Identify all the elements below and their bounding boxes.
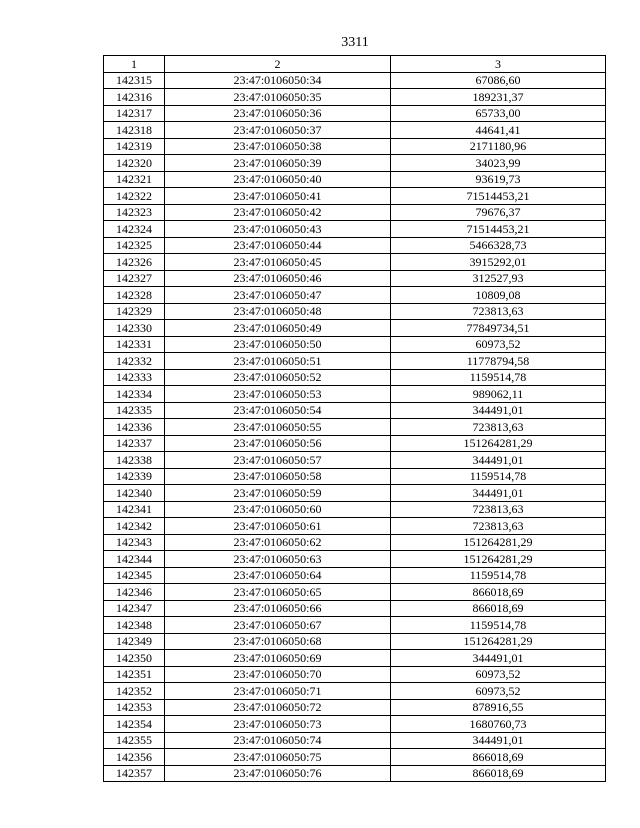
row-number-cell: 142328 (104, 287, 165, 304)
table-row (104, 501, 606, 518)
cadastral-number-cell: 23:47:0106050:62 (165, 534, 391, 551)
column-header-1: 1 (104, 56, 165, 73)
row-number-cell: 142322 (104, 188, 165, 205)
table-row (104, 765, 606, 782)
table-row (104, 485, 606, 502)
value-cell: 878916,55 (391, 699, 606, 716)
table-row (104, 452, 606, 469)
table-row (104, 468, 606, 485)
row-number-cell: 142346 (104, 584, 165, 601)
table-row (104, 749, 606, 766)
value-cell: 344491,01 (391, 485, 606, 502)
cadastral-number-cell: 23:47:0106050:48 (165, 303, 391, 320)
table-row (104, 303, 606, 320)
row-number-cell: 142342 (104, 518, 165, 535)
cadastral-number-cell: 23:47:0106050:47 (165, 287, 391, 304)
row-number-cell: 142354 (104, 716, 165, 733)
value-cell: 11778794,58 (391, 353, 606, 370)
row-number-cell: 142356 (104, 749, 165, 766)
table-row (104, 138, 606, 155)
cadastral-number-cell: 23:47:0106050:38 (165, 138, 391, 155)
value-cell: 65733,00 (391, 105, 606, 122)
row-number-cell: 142347 (104, 600, 165, 617)
table-row (104, 155, 606, 172)
value-cell: 866018,69 (391, 600, 606, 617)
row-number-cell: 142357 (104, 765, 165, 782)
table-row (104, 617, 606, 634)
row-number-cell: 142318 (104, 122, 165, 139)
row-number-cell: 142326 (104, 254, 165, 271)
row-number-cell: 142343 (104, 534, 165, 551)
row-number-cell: 142323 (104, 204, 165, 221)
table-row (104, 402, 606, 419)
value-cell: 79676,37 (391, 204, 606, 221)
table-row (104, 122, 606, 139)
cadastral-number-cell: 23:47:0106050:45 (165, 254, 391, 271)
value-cell: 344491,01 (391, 650, 606, 667)
row-number-cell: 142349 (104, 633, 165, 650)
cadastral-number-cell: 23:47:0106050:42 (165, 204, 391, 221)
value-cell: 189231,37 (391, 89, 606, 106)
row-number-cell: 142350 (104, 650, 165, 667)
cadastral-number-cell: 23:47:0106050:56 (165, 435, 391, 452)
value-cell: 71514453,21 (391, 221, 606, 238)
table-row (104, 72, 606, 89)
value-cell: 3915292,01 (391, 254, 606, 271)
table-row (104, 221, 606, 238)
cadastral-number-cell: 23:47:0106050:63 (165, 551, 391, 568)
cadastral-number-cell: 23:47:0106050:73 (165, 716, 391, 733)
value-cell: 312527,93 (391, 270, 606, 287)
value-cell: 77849734,51 (391, 320, 606, 337)
value-cell: 1159514,78 (391, 567, 606, 584)
row-number-cell: 142339 (104, 468, 165, 485)
table-row (104, 584, 606, 601)
table-header-row (104, 56, 606, 73)
value-cell: 151264281,29 (391, 534, 606, 551)
value-cell: 866018,69 (391, 749, 606, 766)
cadastral-number-cell: 23:47:0106050:55 (165, 419, 391, 436)
row-number-cell: 142353 (104, 699, 165, 716)
value-cell: 151264281,29 (391, 435, 606, 452)
value-cell: 866018,69 (391, 584, 606, 601)
cadastral-number-cell: 23:47:0106050:46 (165, 270, 391, 287)
table-row (104, 320, 606, 337)
cadastral-number-cell: 23:47:0106050:52 (165, 369, 391, 386)
cadastral-number-cell: 23:47:0106050:65 (165, 584, 391, 601)
table-row (104, 600, 606, 617)
value-cell: 989062,11 (391, 386, 606, 403)
cadastral-number-cell: 23:47:0106050:44 (165, 237, 391, 254)
row-number-cell: 142355 (104, 732, 165, 749)
cadastral-number-cell: 23:47:0106050:71 (165, 683, 391, 700)
value-cell: 344491,01 (391, 732, 606, 749)
table-row (104, 353, 606, 370)
cadastral-number-cell: 23:47:0106050:54 (165, 402, 391, 419)
table-row (104, 666, 606, 683)
value-cell: 1159514,78 (391, 617, 606, 634)
table-row (104, 650, 606, 667)
row-number-cell: 142336 (104, 419, 165, 436)
cadastral-number-cell: 23:47:0106050:50 (165, 336, 391, 353)
cadastral-number-cell: 23:47:0106050:59 (165, 485, 391, 502)
cadastral-table (103, 55, 606, 782)
value-cell: 10809,08 (391, 287, 606, 304)
table-row (104, 171, 606, 188)
cadastral-number-cell: 23:47:0106050:43 (165, 221, 391, 238)
table-row (104, 89, 606, 106)
cadastral-number-cell: 23:47:0106050:61 (165, 518, 391, 535)
value-cell: 344491,01 (391, 452, 606, 469)
table-row (104, 287, 606, 304)
value-cell: 1159514,78 (391, 468, 606, 485)
table-row (104, 732, 606, 749)
table-row (104, 369, 606, 386)
table-row (104, 699, 606, 716)
row-number-cell: 142352 (104, 683, 165, 700)
value-cell: 344491,01 (391, 402, 606, 419)
cadastral-number-cell: 23:47:0106050:69 (165, 650, 391, 667)
row-number-cell: 142344 (104, 551, 165, 568)
value-cell: 34023,99 (391, 155, 606, 172)
row-number-cell: 142320 (104, 155, 165, 172)
page-number: 3311 (341, 35, 369, 50)
table-row (104, 336, 606, 353)
value-cell: 44641,41 (391, 122, 606, 139)
table-row (104, 567, 606, 584)
row-number-cell: 142351 (104, 666, 165, 683)
value-cell: 71514453,21 (391, 188, 606, 205)
row-number-cell: 142333 (104, 369, 165, 386)
value-cell: 723813,63 (391, 518, 606, 535)
cadastral-number-cell: 23:47:0106050:57 (165, 452, 391, 469)
cadastral-number-cell: 23:47:0106050:35 (165, 89, 391, 106)
table-row (104, 683, 606, 700)
value-cell: 60973,52 (391, 666, 606, 683)
row-number-cell: 142321 (104, 171, 165, 188)
row-number-cell: 142315 (104, 72, 165, 89)
cadastral-number-cell: 23:47:0106050:68 (165, 633, 391, 650)
value-cell: 60973,52 (391, 683, 606, 700)
value-cell: 5466328,73 (391, 237, 606, 254)
table-row (104, 188, 606, 205)
table-row (104, 419, 606, 436)
table-row (104, 105, 606, 122)
row-number-cell: 142324 (104, 221, 165, 238)
cadastral-number-cell: 23:47:0106050:60 (165, 501, 391, 518)
row-number-cell: 142325 (104, 237, 165, 254)
row-number-cell: 142319 (104, 138, 165, 155)
cadastral-number-cell: 23:47:0106050:36 (165, 105, 391, 122)
value-cell: 1159514,78 (391, 369, 606, 386)
row-number-cell: 142327 (104, 270, 165, 287)
value-cell: 93619,73 (391, 171, 606, 188)
cadastral-number-cell: 23:47:0106050:39 (165, 155, 391, 172)
table-row (104, 551, 606, 568)
row-number-cell: 142338 (104, 452, 165, 469)
row-number-cell: 142317 (104, 105, 165, 122)
cadastral-number-cell: 23:47:0106050:75 (165, 749, 391, 766)
cadastral-number-cell: 23:47:0106050:49 (165, 320, 391, 337)
cadastral-number-cell: 23:47:0106050:40 (165, 171, 391, 188)
cadastral-number-cell: 23:47:0106050:67 (165, 617, 391, 634)
cadastral-number-cell: 23:47:0106050:58 (165, 468, 391, 485)
value-cell: 60973,52 (391, 336, 606, 353)
row-number-cell: 142335 (104, 402, 165, 419)
value-cell: 2171180,96 (391, 138, 606, 155)
cadastral-number-cell: 23:47:0106050:64 (165, 567, 391, 584)
table-row (104, 435, 606, 452)
row-number-cell: 142337 (104, 435, 165, 452)
row-number-cell: 142332 (104, 353, 165, 370)
value-cell: 723813,63 (391, 303, 606, 320)
table-row (104, 237, 606, 254)
cadastral-number-cell: 23:47:0106050:70 (165, 666, 391, 683)
table-body (104, 72, 606, 782)
table-row (104, 518, 606, 535)
row-number-cell: 142340 (104, 485, 165, 502)
value-cell: 67086,60 (391, 72, 606, 89)
value-cell: 723813,63 (391, 419, 606, 436)
table-row (104, 386, 606, 403)
column-header-2: 2 (165, 56, 391, 73)
cadastral-number-cell: 23:47:0106050:66 (165, 600, 391, 617)
cadastral-number-cell: 23:47:0106050:34 (165, 72, 391, 89)
column-header-3: 3 (391, 56, 606, 73)
cadastral-number-cell: 23:47:0106050:53 (165, 386, 391, 403)
cadastral-number-cell: 23:47:0106050:76 (165, 765, 391, 782)
value-cell: 151264281,29 (391, 633, 606, 650)
row-number-cell: 142345 (104, 567, 165, 584)
value-cell: 723813,63 (391, 501, 606, 518)
value-cell: 151264281,29 (391, 551, 606, 568)
cadastral-number-cell: 23:47:0106050:41 (165, 188, 391, 205)
table-row (104, 204, 606, 221)
cadastral-number-cell: 23:47:0106050:37 (165, 122, 391, 139)
value-cell: 1680760,73 (391, 716, 606, 733)
row-number-cell: 142341 (104, 501, 165, 518)
row-number-cell: 142329 (104, 303, 165, 320)
value-cell: 866018,69 (391, 765, 606, 782)
cadastral-number-cell: 23:47:0106050:51 (165, 353, 391, 370)
table-row (104, 270, 606, 287)
table-row (104, 716, 606, 733)
table-row (104, 534, 606, 551)
row-number-cell: 142331 (104, 336, 165, 353)
row-number-cell: 142348 (104, 617, 165, 634)
table-row (104, 633, 606, 650)
cadastral-number-cell: 23:47:0106050:74 (165, 732, 391, 749)
cadastral-number-cell: 23:47:0106050:72 (165, 699, 391, 716)
table-row (104, 254, 606, 271)
row-number-cell: 142330 (104, 320, 165, 337)
row-number-cell: 142316 (104, 89, 165, 106)
row-number-cell: 142334 (104, 386, 165, 403)
